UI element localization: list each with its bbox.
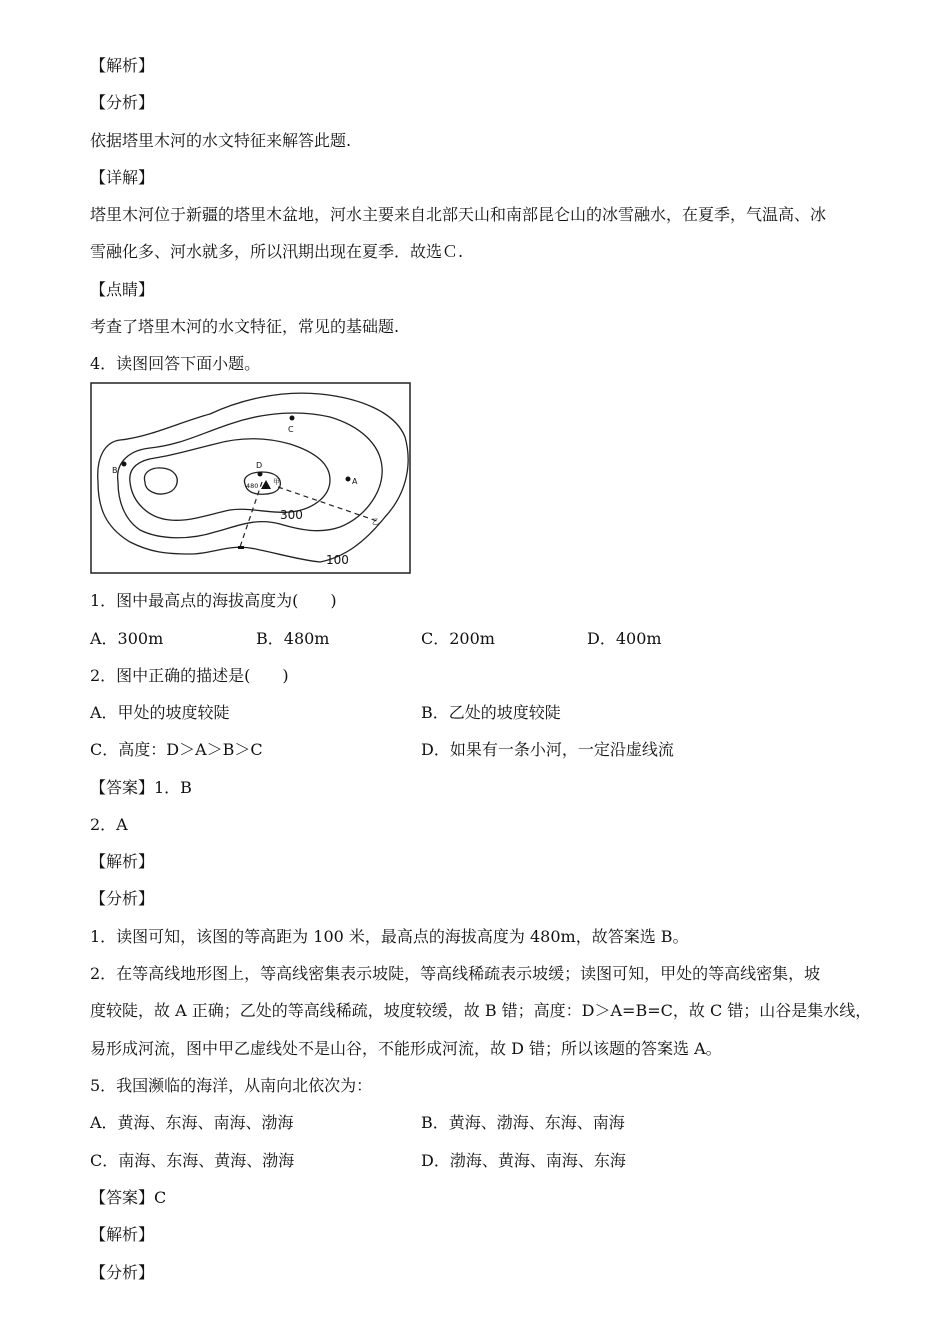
- fenxi2-line4: 易形成河流，图中甲乙虚线处不是山谷，不能形成河流，故 D 错；所以该题的答案选 A。: [90, 1039, 722, 1058]
- fenxi2-line1: 1．读图可知，该图的等高距为 100 米，最高点的海拔高度为 480m，故答案选 B。: [90, 927, 689, 946]
- figure-frame: [91, 383, 410, 573]
- jia-marker: [238, 546, 244, 549]
- point-a: [346, 477, 351, 482]
- question-5-title: 5．我国濒临的海洋，从南向北依次为：: [90, 1076, 373, 1095]
- q5-option-c: C．南海、东海、黄海、渤海: [90, 1151, 295, 1170]
- section-jiexi-2: 【解析】: [90, 852, 155, 871]
- label-b: B: [112, 466, 118, 475]
- section-dianjing: 【点睛】: [90, 280, 155, 299]
- q4-1-option-b: B．480m: [256, 629, 330, 648]
- q4-1-option-c: C．200m: [421, 629, 495, 648]
- contour-map-svg: [90, 382, 412, 576]
- fenxi-text: 依据塔里木河的水文特征来解答此题.: [90, 131, 352, 150]
- answer-4-2: 2．A: [90, 815, 128, 834]
- q4-2-option-c: C．高度：D＞A＞B＞C: [90, 740, 263, 759]
- section-jiexi-3: 【解析】: [90, 1225, 155, 1244]
- label-c: C: [288, 425, 294, 434]
- label-contour-100: 100: [326, 553, 349, 567]
- answer-4-1: 【答案】1．B: [90, 778, 192, 797]
- q4-2-option-a: A．甲处的坡度较陡: [90, 703, 230, 722]
- fenxi2-line3: 度较陡，故 A 正确；乙处的等高线稀疏，坡度较缓，故 B 错；高度：D＞A=B=C，故 C 错；山谷是集水线，: [90, 1001, 872, 1020]
- q4-2-option-b: B．乙处的坡度较陡: [421, 703, 561, 722]
- label-a: A: [352, 477, 358, 486]
- label-peak-elevation: 480: [246, 482, 259, 490]
- q4-1-option-d: D．400m: [587, 629, 662, 648]
- section-fenxi-3: 【分析】: [90, 1263, 155, 1282]
- label-yi: 乙: [372, 518, 379, 526]
- point-d: [258, 472, 263, 477]
- dianjing-text: 考查了塔里木河的水文特征，常见的基础题.: [90, 317, 400, 336]
- xiangjie-text-line2: 雪融化多、河水就多，所以汛期出现在夏季．故选Ｃ.: [90, 242, 464, 261]
- q5-option-d: D．渤海、黄海、南海、东海: [421, 1151, 626, 1170]
- label-contour-300: 300: [280, 508, 303, 522]
- fenxi2-line2: 2．在等高线地形图上，等高线密集表示坡陡，等高线稀疏表示坡缓；读图可知，甲处的等高线密集，坡: [90, 964, 821, 983]
- contour-map-figure: [90, 382, 412, 576]
- section-fenxi: 【分析】: [90, 93, 155, 112]
- question-4-2: 2．图中正确的描述是( ): [90, 666, 289, 685]
- xiangjie-text-line1: 塔里木河位于新疆的塔里木盆地，河水主要来自北部天山和南部昆仑山的冰雪融水，在夏季，气温高、冰: [90, 205, 827, 224]
- q4-1-option-a: A．300m: [90, 629, 164, 648]
- q4-2-option-d: D．如果有一条小河，一定沿虚线流: [421, 740, 674, 759]
- answer-5: 【答案】C: [90, 1188, 167, 1207]
- label-jia: 甲: [273, 478, 280, 486]
- section-jiexi: 【解析】: [90, 56, 155, 75]
- label-d: D: [256, 461, 263, 470]
- point-c: [290, 416, 295, 421]
- point-b: [122, 462, 127, 467]
- question-4-title: 4．读图回答下面小题。: [90, 354, 261, 373]
- section-fenxi-2: 【分析】: [90, 889, 155, 908]
- question-4-1: 1．图中最高点的海拔高度为( ): [90, 591, 337, 610]
- q5-option-b: B．黄海、渤海、东海、南海: [421, 1113, 625, 1132]
- section-xiangjie: 【详解】: [90, 168, 155, 187]
- q5-option-a: A．黄海、东海、南海、渤海: [90, 1113, 294, 1132]
